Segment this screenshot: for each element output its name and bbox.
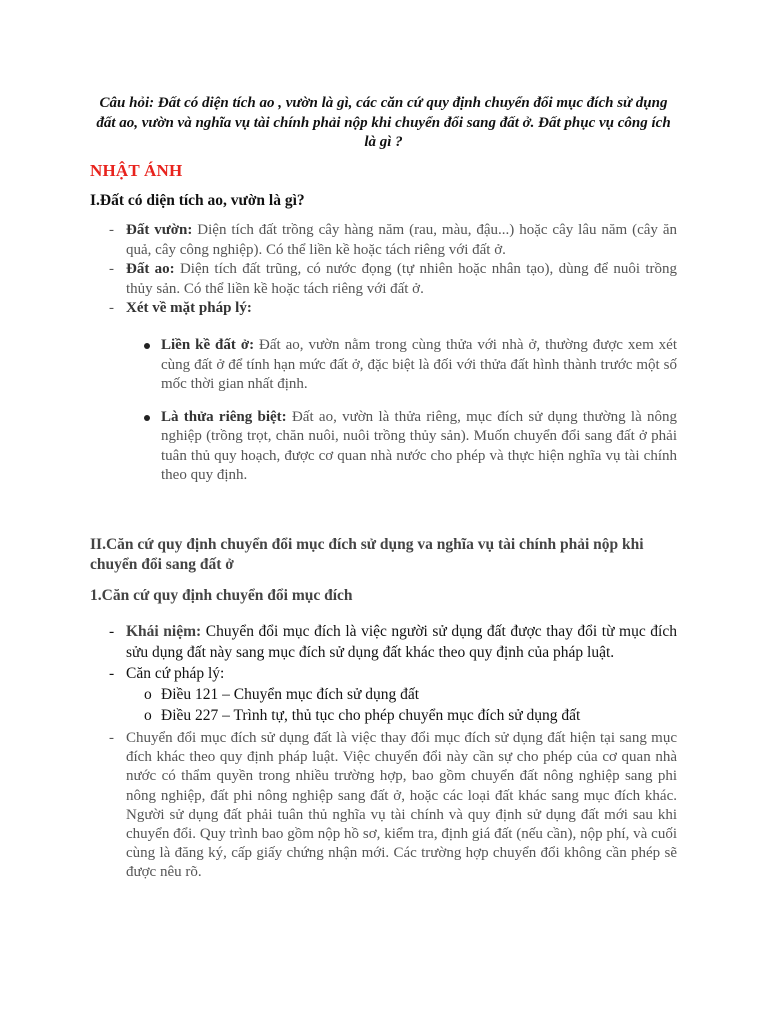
circle-marker: o <box>144 707 152 724</box>
section-2-list <box>90 621 677 684</box>
paragraph-text: Chuyển đổi mục đích sử dụng đất là việc thay đổi mục đích sử dụng đất hiện tại sang mục đích khác theo quy định pháp luật. Việc chuyển đổi này cần sự cho phép của cơ quan nhà nước có thẩm quyền trong nhiều trường hợp, bao gồm chuyển đất nông nghiệp sang phi nông nghiệp, đất phi nông nghiệp sang đất ở, hoặc các loại đất khác sang mục đích khác. Người sử dụng đất phải tuân thủ nghĩa vụ tài chính và quy định sử dụng đất mới sau khi chuyển đổi. Quy trình bao gồm nộp hồ sơ, kiểm tra, định giá đất (nếu cần), nộp phí, và cuối cùng là đăng ký, cấp giấy chứng nhận mới. Các trường hợp chuyển đổi không cần phép sẽ được nêu rõ. <box>126 730 677 881</box>
section-2-heading: II.Căn cứ quy định chuyển đổi mục đích sử dụng va nghĩa vụ tài chính phải nộp khi chuyển đổi sang đất ở <box>90 536 644 573</box>
bullet-item <box>144 408 677 486</box>
concept-label: Khái niệm: <box>126 623 202 640</box>
item-text: Diện tích đất trũng, có nước đọng (tự nhiên hoặc nhân tạo), dùng để nuôi trồng thủy sản. Có thể liền kề hoặc tách riêng với đất ở. <box>126 261 677 297</box>
list-item <box>90 260 677 299</box>
conversion-paragraph <box>109 729 677 883</box>
concept-text: Chuyển đổi mục đích là việc người sử dụng đất được thay đổi từ mục đích sửu dụng đất này sang mục đích sử dụng đất khác theo quy định của pháp luật. <box>126 623 677 661</box>
bullet-dot-icon <box>144 415 150 421</box>
section-1-list <box>90 221 677 319</box>
section-2-subheading: 1.Căn cứ quy định chuyển đổi mục đích <box>90 587 353 604</box>
legal-aspect-bullets <box>144 336 677 499</box>
dash-marker: - <box>109 300 114 316</box>
article-item <box>144 684 580 705</box>
article-list <box>144 684 580 726</box>
dash-marker: - <box>109 222 114 238</box>
bullet-label: Là thửa riêng biệt: <box>161 408 287 425</box>
bullet-label: Liền kề đất ở: <box>161 337 255 353</box>
list-item <box>90 221 677 260</box>
dash-marker: - <box>109 665 115 682</box>
article-text: Điều 121 – Chuyển mục đích sử dụng đất <box>161 686 420 703</box>
bullet-text: Đất ao, vườn là thửa riêng, mục đích sử dụng thường là nông nghiệp (trồng trọt, chăn nuôi, nuôi trồng thủy sản). Muốn chuyển đổi sang đất ở phải tuân thủ quy hoạch, được cơ quan nhà nước cho phép và thực hiện nghĩa vụ tài chính theo quy định. <box>161 408 678 483</box>
bullet-text: Đất ao, vườn nằm trong cùng thửa với nhà ở, thường được xem xét cùng đất ở để tính hạn mức đất ở, đặc biệt là đối với thửa đất hình thành trước một số mốc thời gian nhất định. <box>161 337 677 392</box>
dash-marker: - <box>109 261 114 277</box>
question-title: Câu hỏi: Đất có diện tích ao , vườn là gì, các căn cứ quy định chuyển đổi mục đích sử dụng đất ao, vườn và nghĩa vụ tài chính phải nộp khi chuyển đổi sang đất ở. Đất phục vụ công ích là gì ? <box>96 95 671 150</box>
article-item <box>144 705 580 726</box>
author-name: NHẬT ÁNH <box>90 161 183 180</box>
circle-marker: o <box>144 686 152 703</box>
dash-marker: - <box>109 730 114 746</box>
bullet-dot-icon <box>144 343 150 349</box>
legal-basis-label: Căn cứ pháp lý: <box>126 665 225 682</box>
item-text: Diện tích đất trồng cây hàng năm (rau, màu, đậu...) hoặc cây lâu năm (cây ăn quả, cây công nghiệp). Có thể liền kề hoặc tách riêng với đất ở. <box>126 222 677 258</box>
article-text: Điều 227 – Trình tự, thủ tục cho phép chuyển mục đích sử dụng đất <box>161 707 581 724</box>
bullet-item <box>144 336 677 395</box>
list-item <box>90 621 677 663</box>
dash-marker: - <box>109 623 115 640</box>
item-label: Đất vườn: <box>126 222 193 238</box>
list-item <box>90 299 677 319</box>
list-item <box>90 663 677 684</box>
section-1-heading: I.Đất có diện tích ao, vườn là gì? <box>90 192 305 209</box>
item-label: Đất ao: <box>126 261 175 277</box>
item-label: Xét về mặt pháp lý: <box>126 300 252 316</box>
